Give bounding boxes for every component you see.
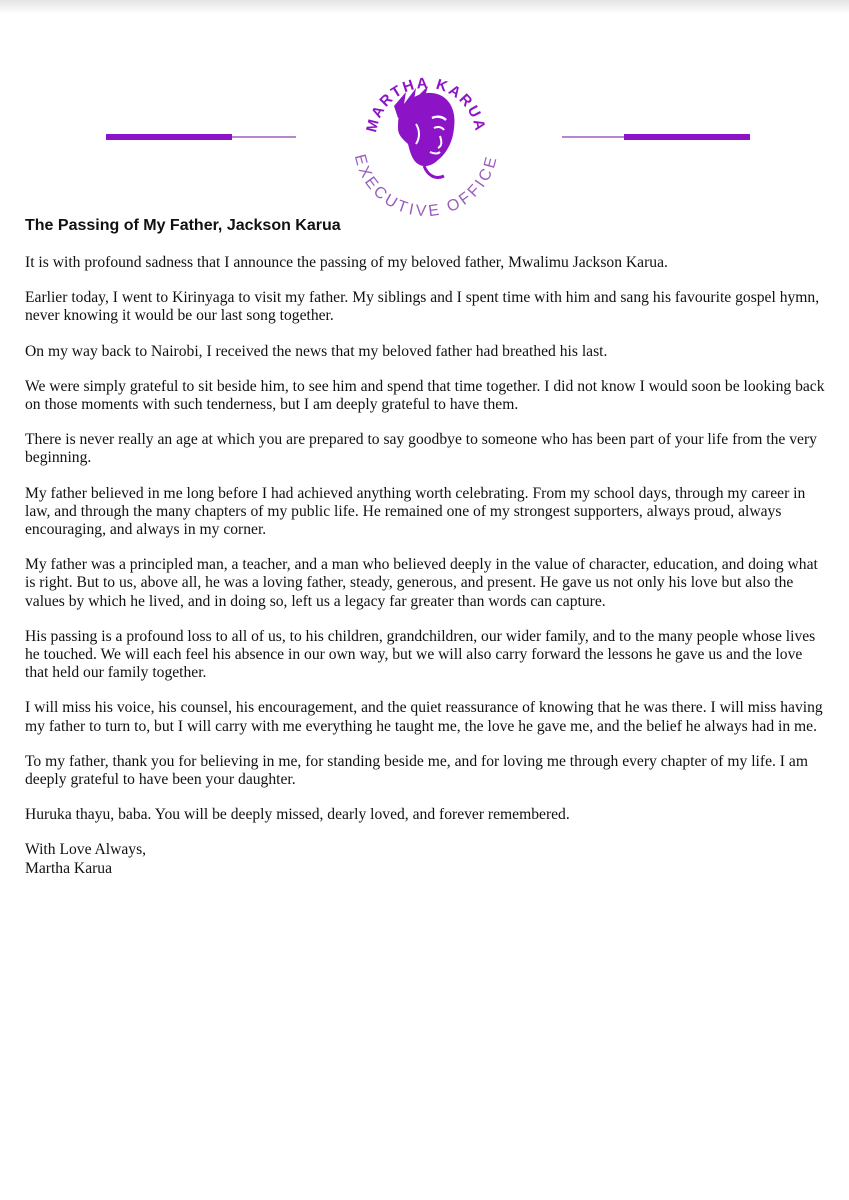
top-shadow: [0, 0, 849, 14]
right-rule: [562, 134, 750, 140]
martha-karua-logo: [336, 48, 516, 228]
right-rule-thick: [624, 134, 750, 140]
paragraph-10: To my father, thank you for believing in me, for standing beside me, and for loving me through every chapter of my life. I am deeply grateful to have been your daughter.: [25, 752, 808, 789]
left-rule-thin: [232, 136, 296, 138]
paragraph-6: My father believed in me long before I had achieved anything worth celebrating. From my school days, through my career in law, and through the many chapters of my public life. He remained one of my strongest supporters, always proud, always encouraging, and always in my corner.: [25, 484, 806, 539]
office-name: EXECUTIVE OFFICE: [350, 152, 502, 221]
closing: With Love Always,: [25, 841, 147, 859]
paragraph-1: It is with profound sadness that I announce the passing of my beloved father, Mwalimu Jackson Karua.: [25, 254, 668, 271]
left-rule: [106, 134, 296, 140]
left-rule-thick: [106, 134, 232, 140]
letter-title: The Passing of My Father, Jackson Karua: [25, 217, 341, 234]
paragraph-5: There is never really an age at which you are prepared to say goodbye to someone who has been part of your life from the very beginning.: [25, 431, 817, 467]
letter-body: [25, 216, 825, 878]
paragraph-3: On my way back to Nairobi, I received the news that my beloved father had breathed his last.: [25, 342, 608, 360]
signature-name: Martha Karua: [25, 859, 113, 877]
right-rule-thin: [562, 136, 624, 138]
paragraph-4: We were simply grateful to sit beside him, to see him and spend that time together. I did not know I would soon be looking back on those moments with such tenderness, but I am deeply grateful to have them.: [25, 377, 825, 414]
paragraph-9: I will miss his voice, his counsel, his encouragement, and the quiet reassurance of knowing that he was there. I will miss having my father to turn to, but I will carry with me everything he taught me, the love he gave me, and the belief he always had in me.: [25, 699, 823, 735]
portrait-icon: [394, 86, 455, 178]
letterhead: [0, 48, 849, 230]
paragraph-2: Earlier today, I went to Kirinyaga to visit my father. My siblings and I spent time with him and sang his favourite gospel hymn, never knowing it would be our last song together.: [25, 289, 820, 325]
brand-name: MARTHA KARUA: [363, 74, 489, 134]
paragraph-7: My father was a principled man, a teacher, and a man who believed deeply in the value of character, education, and doing what is right. But to us, above all, he was a loving father, steady, generous, and present. He gave us not only his love but also the values by which he lived, and in doing so, left us a legacy far greater than words can capture.: [25, 556, 818, 610]
paragraph-11: Huruka thayu, baba. You will be deeply missed, dearly loved, and forever remembered.: [25, 806, 570, 824]
paragraph-8: His passing is a profound loss to all of us, to his children, grandchildren, our wider family, and to the many people whose lives he touched. We will each feel his absence in our own way, but we will also carry forward the lessons he gave us and the love that held our family together.: [25, 627, 816, 682]
